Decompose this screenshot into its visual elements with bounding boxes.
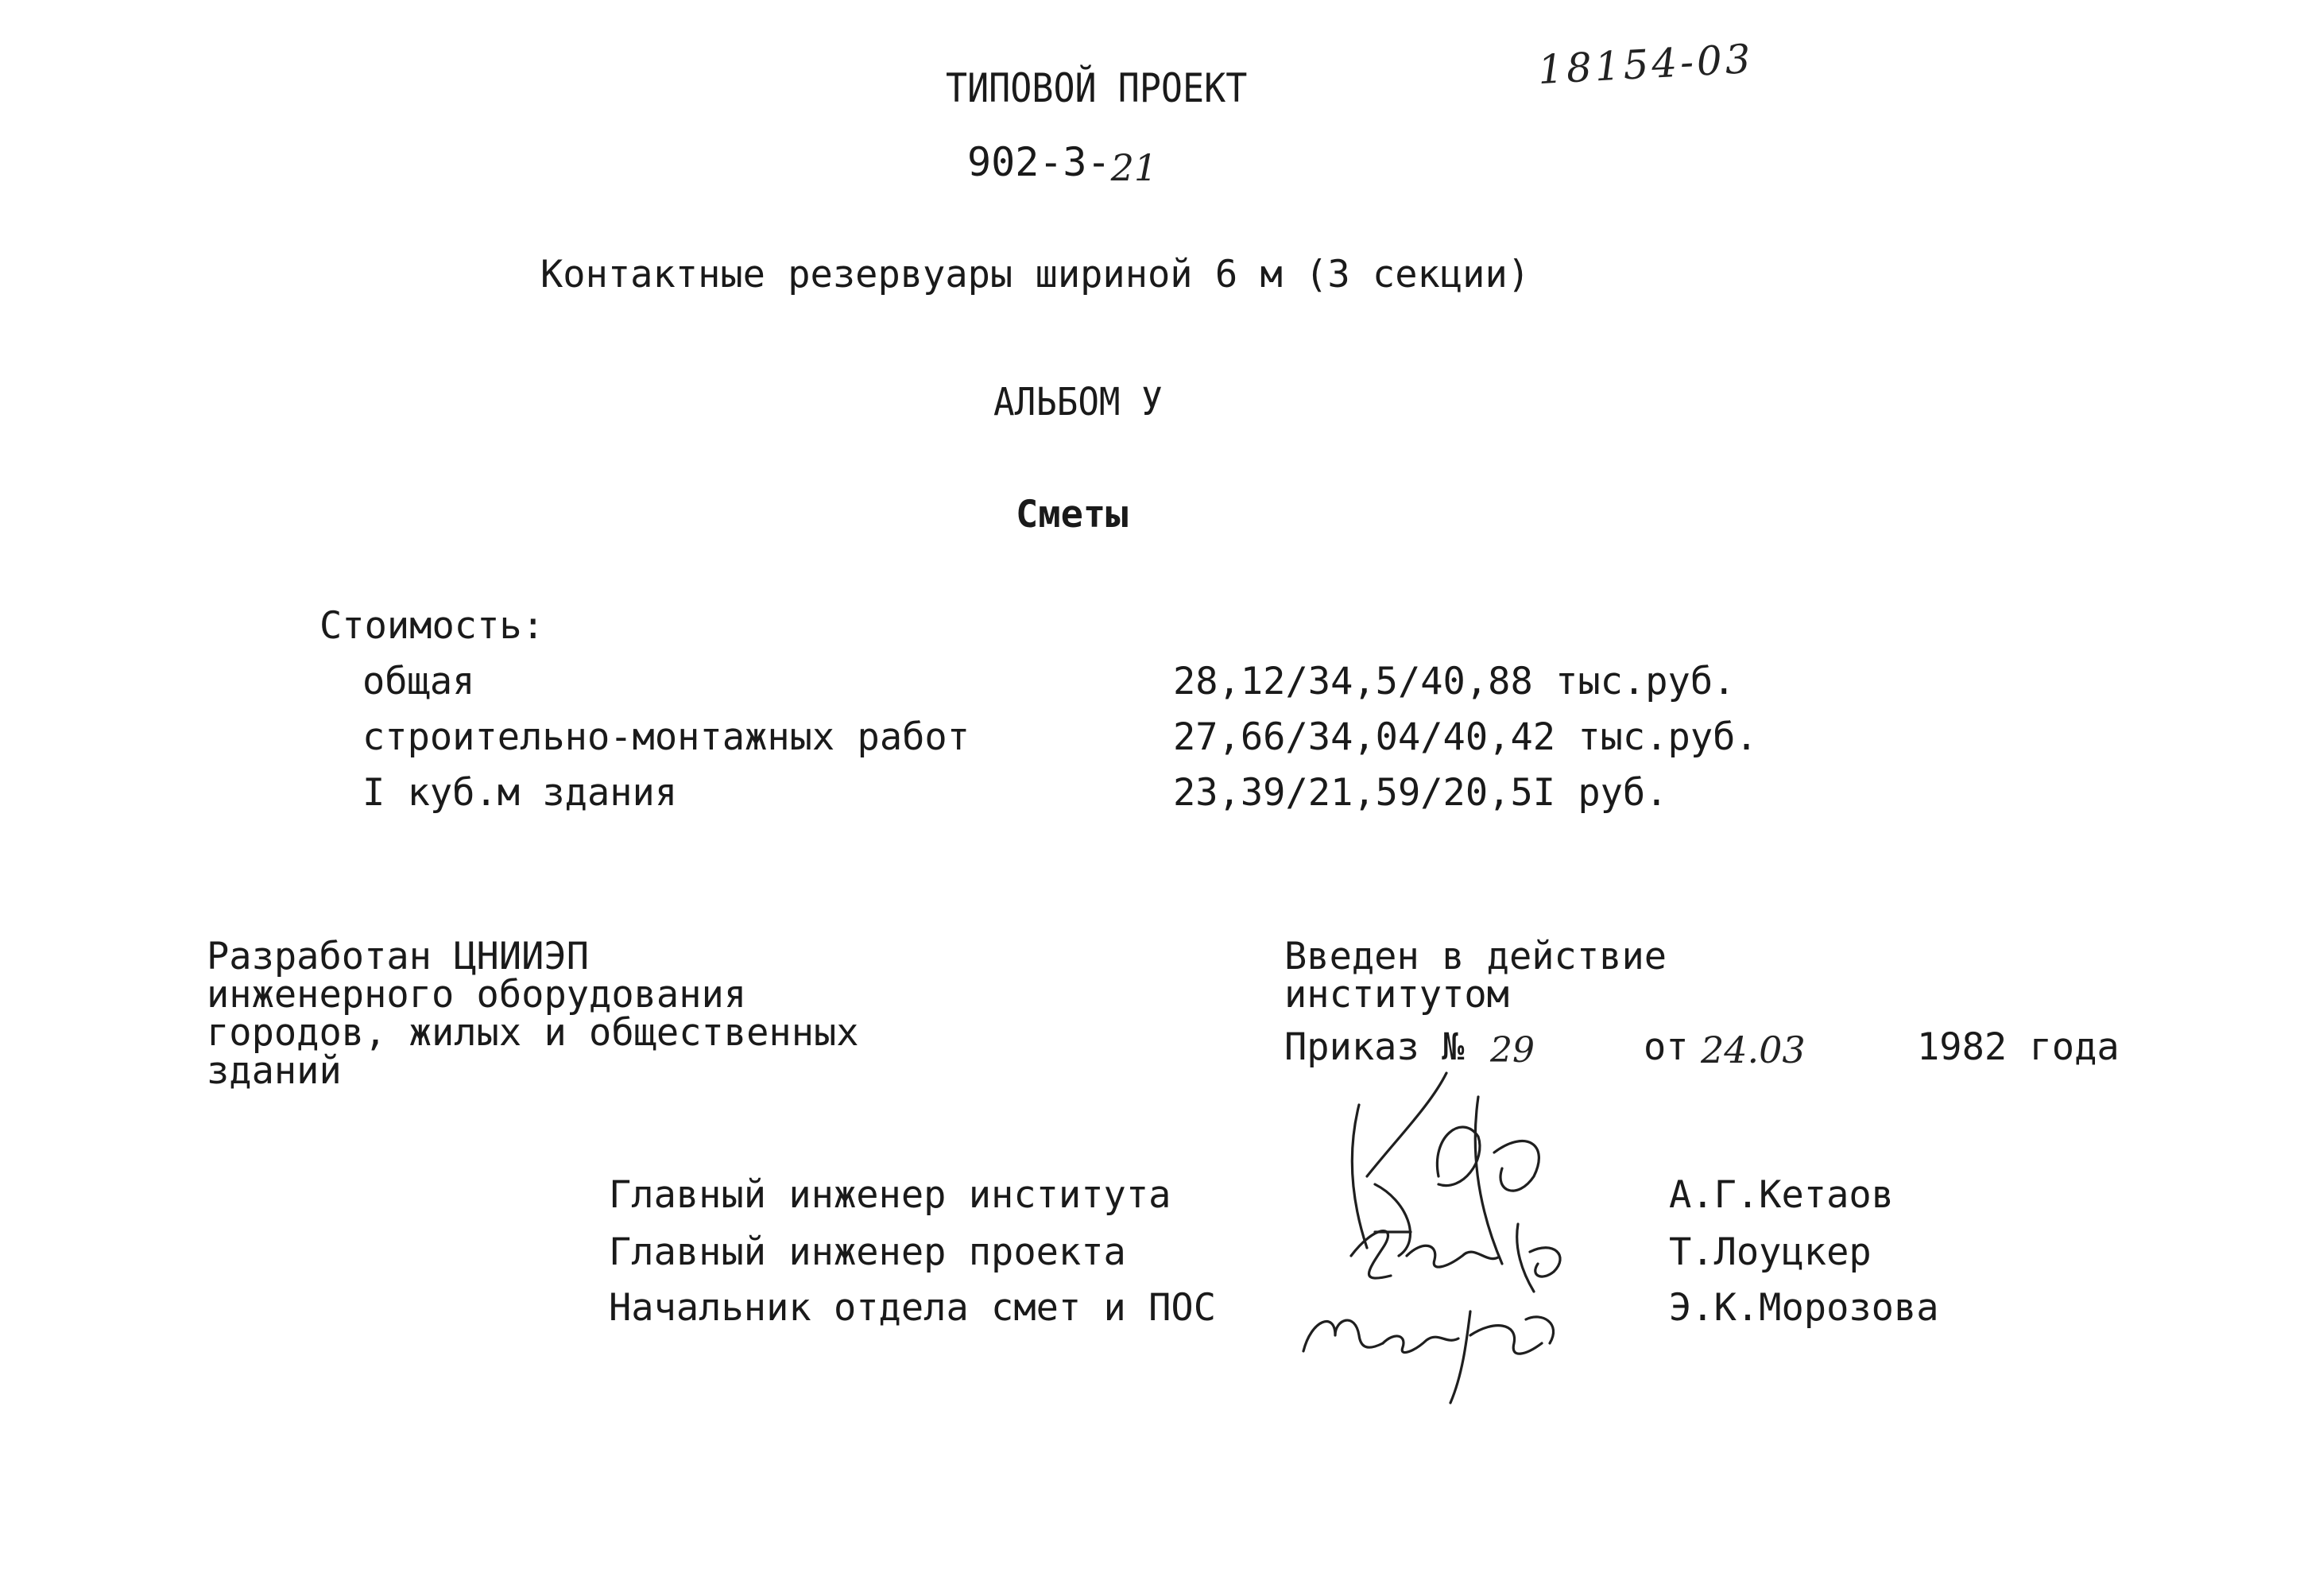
signatory-position: Начальник отдела смет и ПОС	[609, 1286, 1217, 1330]
album-label: АЛЬБОМ У	[993, 380, 1163, 424]
developer-line: инженерного оборудования	[207, 973, 747, 1017]
order-number-handwritten: 29	[1490, 1030, 1535, 1071]
document-title: Контактные резервуары шириной 6 м (3 секции)	[540, 253, 1531, 296]
signature-head-of-estimates	[1287, 1288, 1574, 1407]
project-number-handwritten: 21	[1110, 146, 1158, 189]
project-number	[967, 139, 1158, 189]
signatory-name: Т.Лоуцкер	[1669, 1230, 1872, 1274]
developer-line: Разработан ЦНИИЭП	[207, 935, 590, 978]
enacted-block	[1284, 935, 1667, 1017]
signatory-name: Э.К.Морозова	[1669, 1286, 1939, 1330]
cost-row-label: общая	[362, 660, 475, 703]
signatory-position: Главный инженер проекта	[609, 1230, 1126, 1274]
order-date-handwritten: 24.03	[1701, 1028, 1806, 1071]
cost-row-value: 23,39/21,59/20,5I руб.	[1173, 771, 1668, 815]
cost-row-label: I куб.м здания	[362, 771, 678, 815]
developer-line: городов, жилых и общественных	[207, 1011, 859, 1055]
enacted-line: Введен в действие	[1284, 935, 1667, 978]
developer-line: зданий	[207, 1049, 342, 1093]
cost-heading: Стоимость:	[319, 604, 544, 648]
subtitle: Сметы	[1016, 493, 1129, 537]
order-date-prefix: от	[1644, 1025, 1689, 1069]
developer-block	[207, 935, 859, 1093]
cost-row-value: 28,12/34,5/40,88 тыс.руб.	[1173, 660, 1736, 703]
doc-type-heading: ТИПОВОЙ ПРОЕКТ	[946, 65, 1248, 111]
cost-row-label: строительно-монтажных работ	[362, 715, 970, 759]
inventory-number-handwritten: 18154-03	[1536, 35, 1755, 94]
order-label: Приказ №	[1284, 1025, 1465, 1069]
signatory-name: А.Г.Кетаов	[1669, 1173, 1894, 1217]
enacted-line: институтом	[1284, 973, 1509, 1017]
signatory-position: Главный инженер института	[609, 1173, 1171, 1217]
project-number-printed: 902-3-	[967, 139, 1111, 185]
order-year: 1982 года	[1917, 1025, 2120, 1069]
signature-chief-engineer-project	[1335, 1208, 1574, 1296]
cost-row-value: 27,66/34,04/40,42 тыс.руб.	[1173, 715, 1758, 759]
